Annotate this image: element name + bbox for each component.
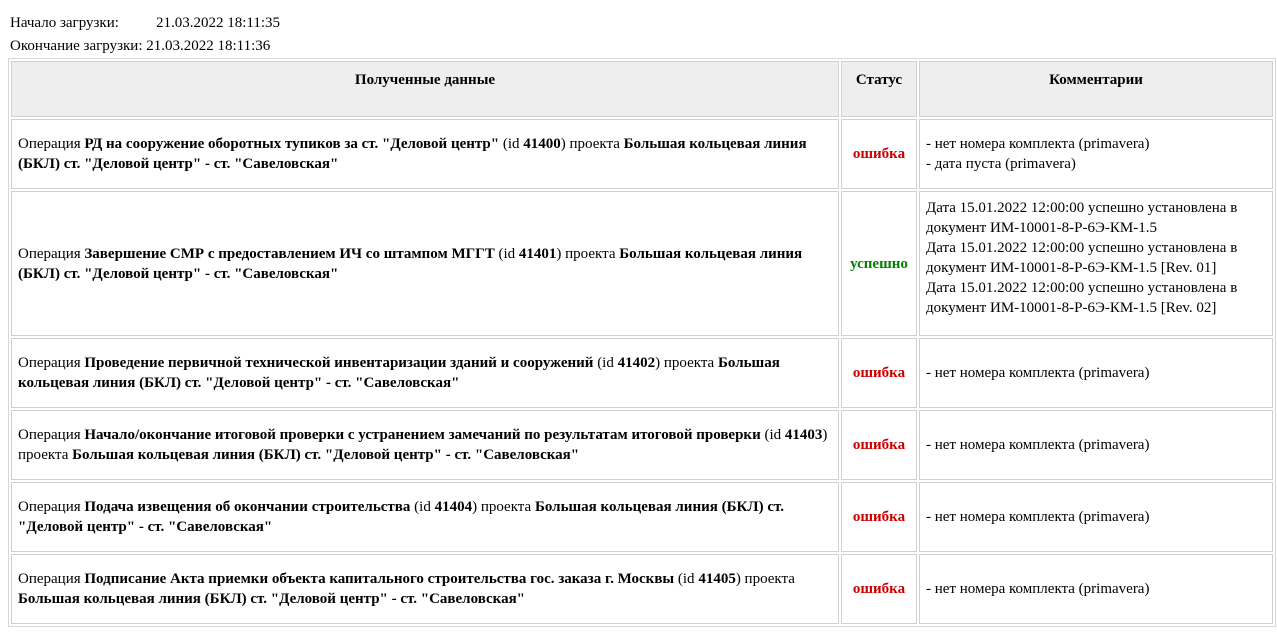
operation-name: Проведение первичной технической инвентаризации зданий и сооружений: [84, 355, 594, 371]
comment-line: - нет номера комплекта (primavera): [926, 509, 1150, 525]
table-row: [11, 191, 1273, 336]
operation-id: 41400: [523, 136, 561, 152]
status-badge: ошибка: [841, 554, 917, 624]
operation-id: 41401: [518, 245, 557, 262]
table-row: [11, 554, 1273, 624]
operation-name: РД на сооружение оборотных тупиков за ст. "Деловой центр": [84, 136, 500, 152]
comment-line: Дата 15.01.2022 12:00:00 успешно установлена в документ ИМ-10001-8-Р-6Э-КМ-1.5 [Rev. 01]: [926, 240, 1238, 276]
row-data-cell: [11, 482, 839, 552]
project-name: Большая кольцевая линия (БКЛ) ст. "Деловой центр" - ст. "Савеловская": [18, 355, 780, 391]
id-close: ) проекта: [472, 499, 532, 515]
row-data-cell: [11, 410, 839, 480]
id-open: (id: [498, 245, 516, 262]
operation-name: Начало/окончание итоговой проверки с устранением замечаний по результатам итоговой проверки: [84, 427, 761, 443]
comment-line: Дата 15.01.2022 12:00:00 успешно установлена в документ ИМ-10001-8-Р-6Э-КМ-1.5 [Rev. 02]: [926, 280, 1238, 316]
row-comments-cell: [919, 482, 1273, 552]
status-badge: успешно: [841, 191, 917, 336]
operation-prefix: Операция: [18, 427, 81, 443]
load-end-value: 21.03.2022 18:11:36: [146, 38, 271, 54]
row-comments-cell: [919, 410, 1273, 480]
project-name: Большая кольцевая линия (БКЛ) ст. "Деловой центр" - ст. "Савеловская": [18, 591, 526, 607]
comment-line: - нет номера комплекта (primavera): [926, 581, 1150, 597]
operation-name: Завершение СМР с предоставлением ИЧ со штампом МГГТ: [84, 245, 495, 262]
row-comments-cell: [919, 191, 1273, 336]
row-data-cell: [11, 554, 839, 624]
comment-line: - нет номера комплекта (primavera): [926, 136, 1150, 152]
header-data: Полученные данные: [11, 61, 839, 117]
header-status: Статус: [841, 61, 917, 117]
load-start-row: [10, 12, 280, 35]
status-badge: ошибка: [841, 338, 917, 408]
id-open: (id: [677, 571, 695, 587]
comment-line: - нет номера комплекта (primavera): [926, 437, 1150, 453]
table-header-row: [11, 61, 1273, 117]
id-close: ) проекта: [560, 136, 620, 152]
results-table: [8, 58, 1276, 627]
id-close: ) проекта: [655, 355, 715, 371]
project-name: Большая кольцевая линия (БКЛ) ст. "Деловой центр" - ст. "Савеловская": [18, 245, 803, 282]
operation-id: 41405: [698, 571, 736, 587]
id-open: (id: [597, 355, 614, 371]
table-row: [11, 410, 1273, 480]
operation-prefix: Операция: [18, 245, 81, 262]
id-close: ) проекта: [18, 427, 828, 463]
status-badge: ошибка: [841, 410, 917, 480]
table-row: [11, 482, 1273, 552]
project-name: Большая кольцевая линия (БКЛ) ст. "Деловой центр" - ст. "Савеловская": [18, 499, 784, 535]
operation-name: Подписание Акта приемки объекта капитального строительства гос. заказа г. Москвы: [84, 571, 675, 587]
table-row: [11, 119, 1273, 189]
project-name: Большая кольцевая линия (БКЛ) ст. "Деловой центр" - ст. "Савеловская": [18, 136, 807, 172]
status-badge: ошибка: [841, 482, 917, 552]
id-close: ) проекта: [735, 571, 795, 587]
load-end-label: Окончание загрузки:: [10, 38, 143, 54]
id-close: ) проекта: [556, 245, 616, 262]
operation-prefix: Операция: [18, 355, 81, 371]
id-open: (id: [764, 427, 782, 443]
row-data-cell: [11, 338, 839, 408]
row-comments-cell: [919, 119, 1273, 189]
operation-name: Подача извещения об окончании строительства: [84, 499, 411, 515]
operation-prefix: Операция: [18, 571, 81, 587]
load-start-value: 21.03.2022 18:11:35: [156, 15, 281, 31]
comment-line: - нет номера комплекта (primavera): [926, 365, 1150, 381]
row-data-cell: [11, 191, 839, 336]
operation-id: 41403: [784, 427, 823, 443]
load-start-label: Начало загрузки:: [10, 15, 119, 31]
header-comments: Комментарии: [919, 61, 1273, 117]
row-data-cell: [11, 119, 839, 189]
comment-line: Дата 15.01.2022 12:00:00 успешно установлена в документ ИМ-10001-8-Р-6Э-КМ-1.5: [926, 200, 1238, 236]
row-comments-cell: [919, 338, 1273, 408]
id-open: (id: [502, 136, 520, 152]
row-comments-cell: [919, 554, 1273, 624]
load-info: [10, 12, 280, 58]
table-row: [11, 338, 1273, 408]
status-badge: ошибка: [841, 119, 917, 189]
project-name: Большая кольцевая линия (БКЛ) ст. "Деловой центр" - ст. "Савеловская": [72, 447, 580, 463]
operation-id: 41402: [617, 355, 656, 371]
operation-id: 41404: [434, 499, 473, 515]
operation-prefix: Операция: [18, 136, 81, 152]
comment-line: - дата пуста (primavera): [926, 156, 1076, 172]
id-open: (id: [414, 499, 431, 515]
load-end-row: [10, 35, 280, 58]
operation-prefix: Операция: [18, 499, 81, 515]
